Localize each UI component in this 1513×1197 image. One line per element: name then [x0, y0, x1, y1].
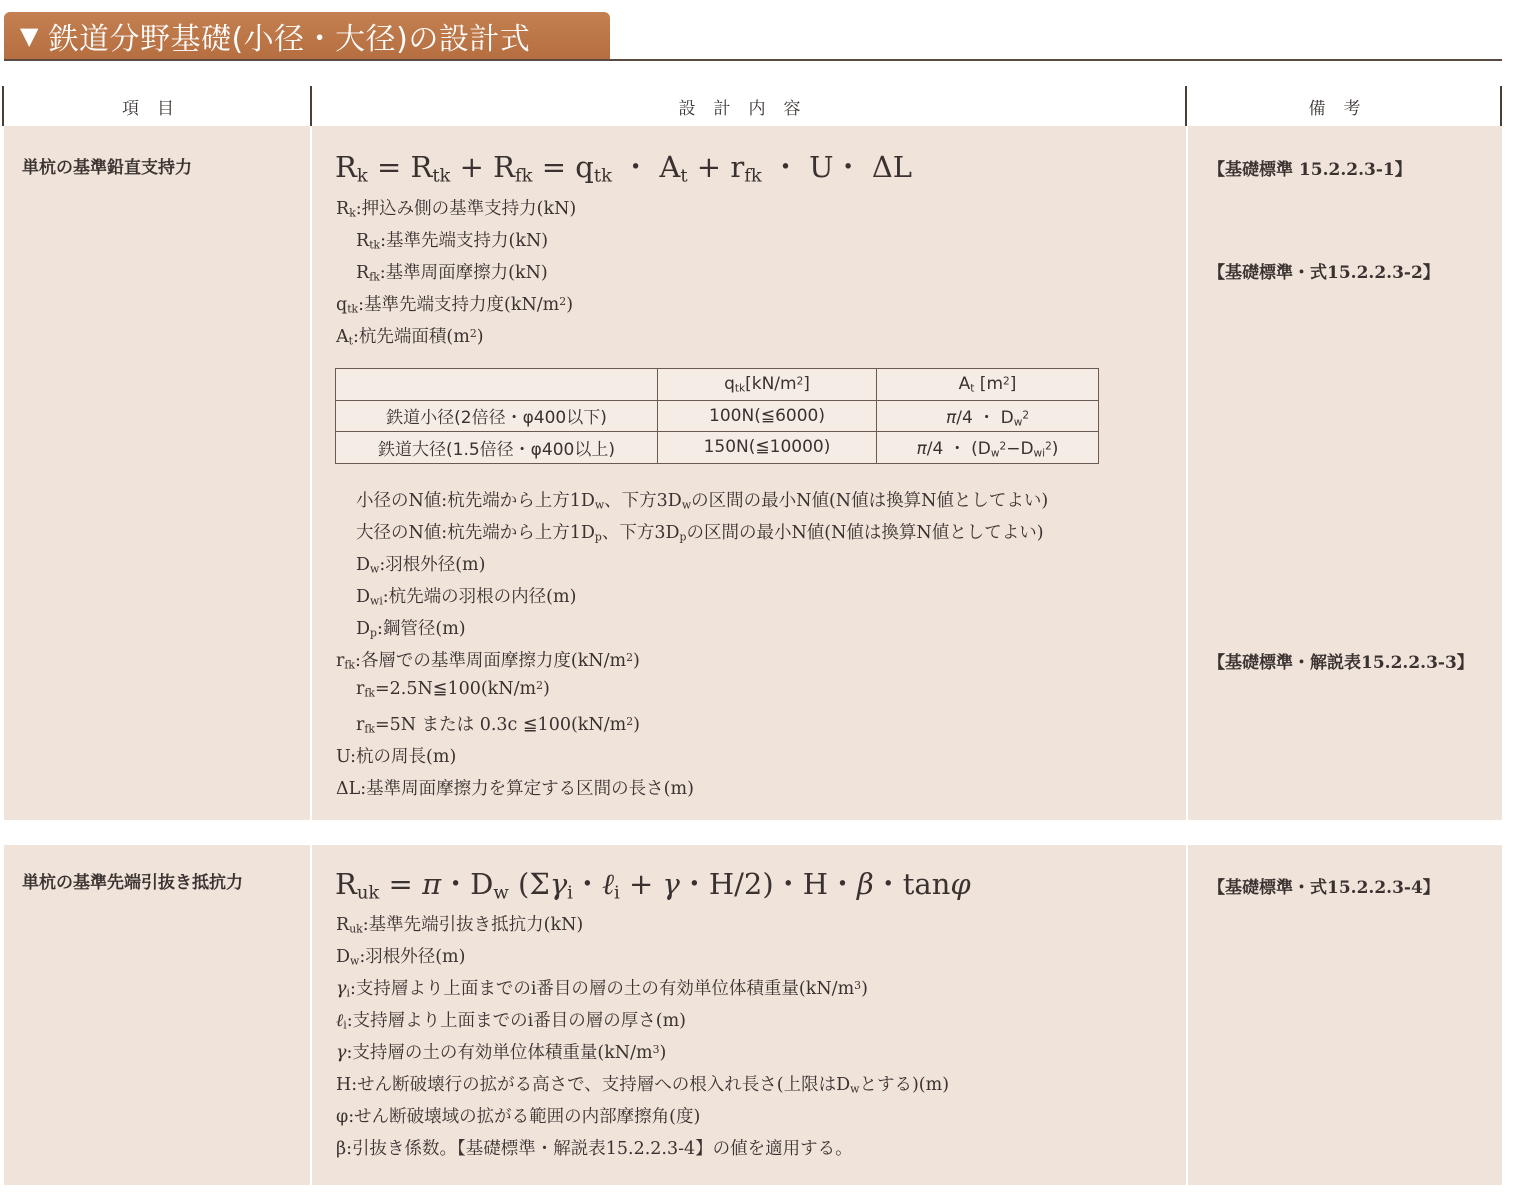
def-dw: $D_w$:羽根外径(m) — [356, 555, 486, 576]
def-gamma-i: $\gamma_i$:支持層より上面までのi番目の層の土の有効単位体積重量$(kN/m^3)$ — [336, 979, 868, 1000]
def-rfk-large: $r_{fk}=5N$ または 0.3c $≦100(kN/m^2)$ — [356, 715, 640, 736]
def-beta: β:引抜き係数。【基礎標準・解説表15.2.2.3-4】の値を適用する。 — [336, 1139, 853, 1159]
table-cell: π/4 ・ $D_w^2$ — [877, 400, 1099, 432]
row-item-label: 単杭の基準先端引抜き抵抗力 — [22, 873, 243, 893]
def-delta-l: ΔL:基準周面摩擦力を算定する区間の長さ(m) — [336, 779, 694, 799]
table-row — [336, 400, 1099, 432]
table-cell: 鉄道大径(1.5倍径・φ400以上) — [336, 432, 658, 464]
table-cell: 150N(≦10000) — [658, 432, 877, 464]
section-banner — [4, 12, 610, 60]
def-qtk: $q_{tk}$:基準先端支持力度$(kN/m^2)$ — [336, 295, 574, 316]
def-u: U:杭の周長(m) — [336, 747, 457, 767]
formula-uplift-resistance: $R_{uk} = \pi$・$D_w$ ($\Sigma\gamma_i$・ℓ$_i$ + γ・H/2)・H・β・tanφ — [335, 867, 971, 904]
column-divider — [310, 126, 312, 820]
table-cell: 100N(≦6000) — [658, 400, 877, 432]
def-rfk: $R_{fk}$:基準周面摩擦力(kN) — [356, 263, 548, 284]
def-dwi: $D_{wi}$:杭先端の羽根の内径(m) — [356, 587, 577, 608]
reference-label: 【基礎標準・式15.2.2.3-4】 — [1208, 878, 1440, 898]
banner-underline — [4, 59, 1502, 61]
def-l-i: ℓ$_i$:支持層より上面までのi番目の層の厚さ(m) — [336, 1011, 687, 1032]
table-header-at: $A_t$ $[m^2]$ — [877, 369, 1099, 401]
section-title: 鉄道分野基礎(小径・大径)の設計式 — [48, 22, 531, 57]
column-divider — [310, 845, 312, 1185]
column-divider — [1186, 126, 1188, 820]
def-rk: $R_k$:押込み側の基準支持力(kN) — [336, 199, 577, 220]
reference-label: 【基礎標準 15.2.2.3-1】 — [1208, 160, 1412, 180]
def-rtk: $R_{tk}$:基準先端支持力(kN) — [356, 231, 549, 252]
table-row — [336, 432, 1099, 464]
table-cell — [336, 369, 658, 401]
def-rfk-small: $r_{fk}=2.5N≦100(kN/m^2)$ — [356, 679, 550, 700]
def-ruk: $R_{uk}$:基準先端引抜き抵抗力(kN) — [336, 915, 584, 936]
def-h: H:せん断破壊行の拡がる高さで、支持層への根入れ長さ(上限は$D_w$とする)(m) — [336, 1075, 950, 1096]
reference-label: 【基礎標準・式15.2.2.3-2】 — [1208, 263, 1440, 283]
header-divider — [1500, 86, 1502, 126]
def-at: $A_t$:杭先端面積$(m^2)$ — [336, 327, 484, 348]
table-cell: π/4 ・ $(D_w^2-D_{wi}^2)$ — [877, 432, 1099, 464]
row-panel-vertical-capacity — [4, 126, 1502, 820]
table-row — [336, 369, 1099, 401]
def-small-n: 小径のN値:杭先端から上方$1D_w$、下方$3D_w$の区間の最小N値(N値は換算N値としてよい) — [356, 491, 1049, 512]
def-gamma: γ:支持層の土の有効単位体積重量$(kN/m^3)$ — [336, 1043, 667, 1063]
formula-vertical-capacity: $R_k = R_{tk} + R_{fk} = q_{tk}$ ・ $A_t + r_{fk}$ ・ U・ ΔL — [335, 150, 913, 187]
row-item-label: 単杭の基準鉛直支持力 — [22, 158, 192, 178]
def-phi: φ:せん断破壊域の拡がる範囲の内部摩擦角(度) — [336, 1107, 701, 1127]
def-rfk-unit: $r_{fk}$:各層での基準周面摩擦力度$(kN/m^2)$ — [336, 651, 640, 672]
reference-label: 【基礎標準・解説表15.2.2.3-3】 — [1208, 653, 1474, 673]
table-cell: 鉄道小径(2倍径・φ400以下) — [336, 400, 658, 432]
tip-bearing-table — [335, 368, 1099, 464]
column-header-item: 項目 — [122, 98, 192, 119]
column-header-remarks: 備考 — [1308, 98, 1379, 119]
def-dw: $D_w$:羽根外径(m) — [336, 947, 466, 968]
def-dp: $D_p$:鋼管径(m) — [356, 619, 466, 640]
column-divider — [1186, 845, 1188, 1185]
def-large-n: 大径のN値:杭先端から上方$1D_p$、下方$3D_p$の区間の最小N値(N値は換算N値としてよい) — [356, 523, 1044, 544]
triangle-down-icon: ▼ — [20, 22, 39, 50]
column-header-content: 設計内容 — [678, 98, 819, 119]
table-header-qtk: $q_{tk}[kN/m^2]$ — [658, 369, 877, 401]
